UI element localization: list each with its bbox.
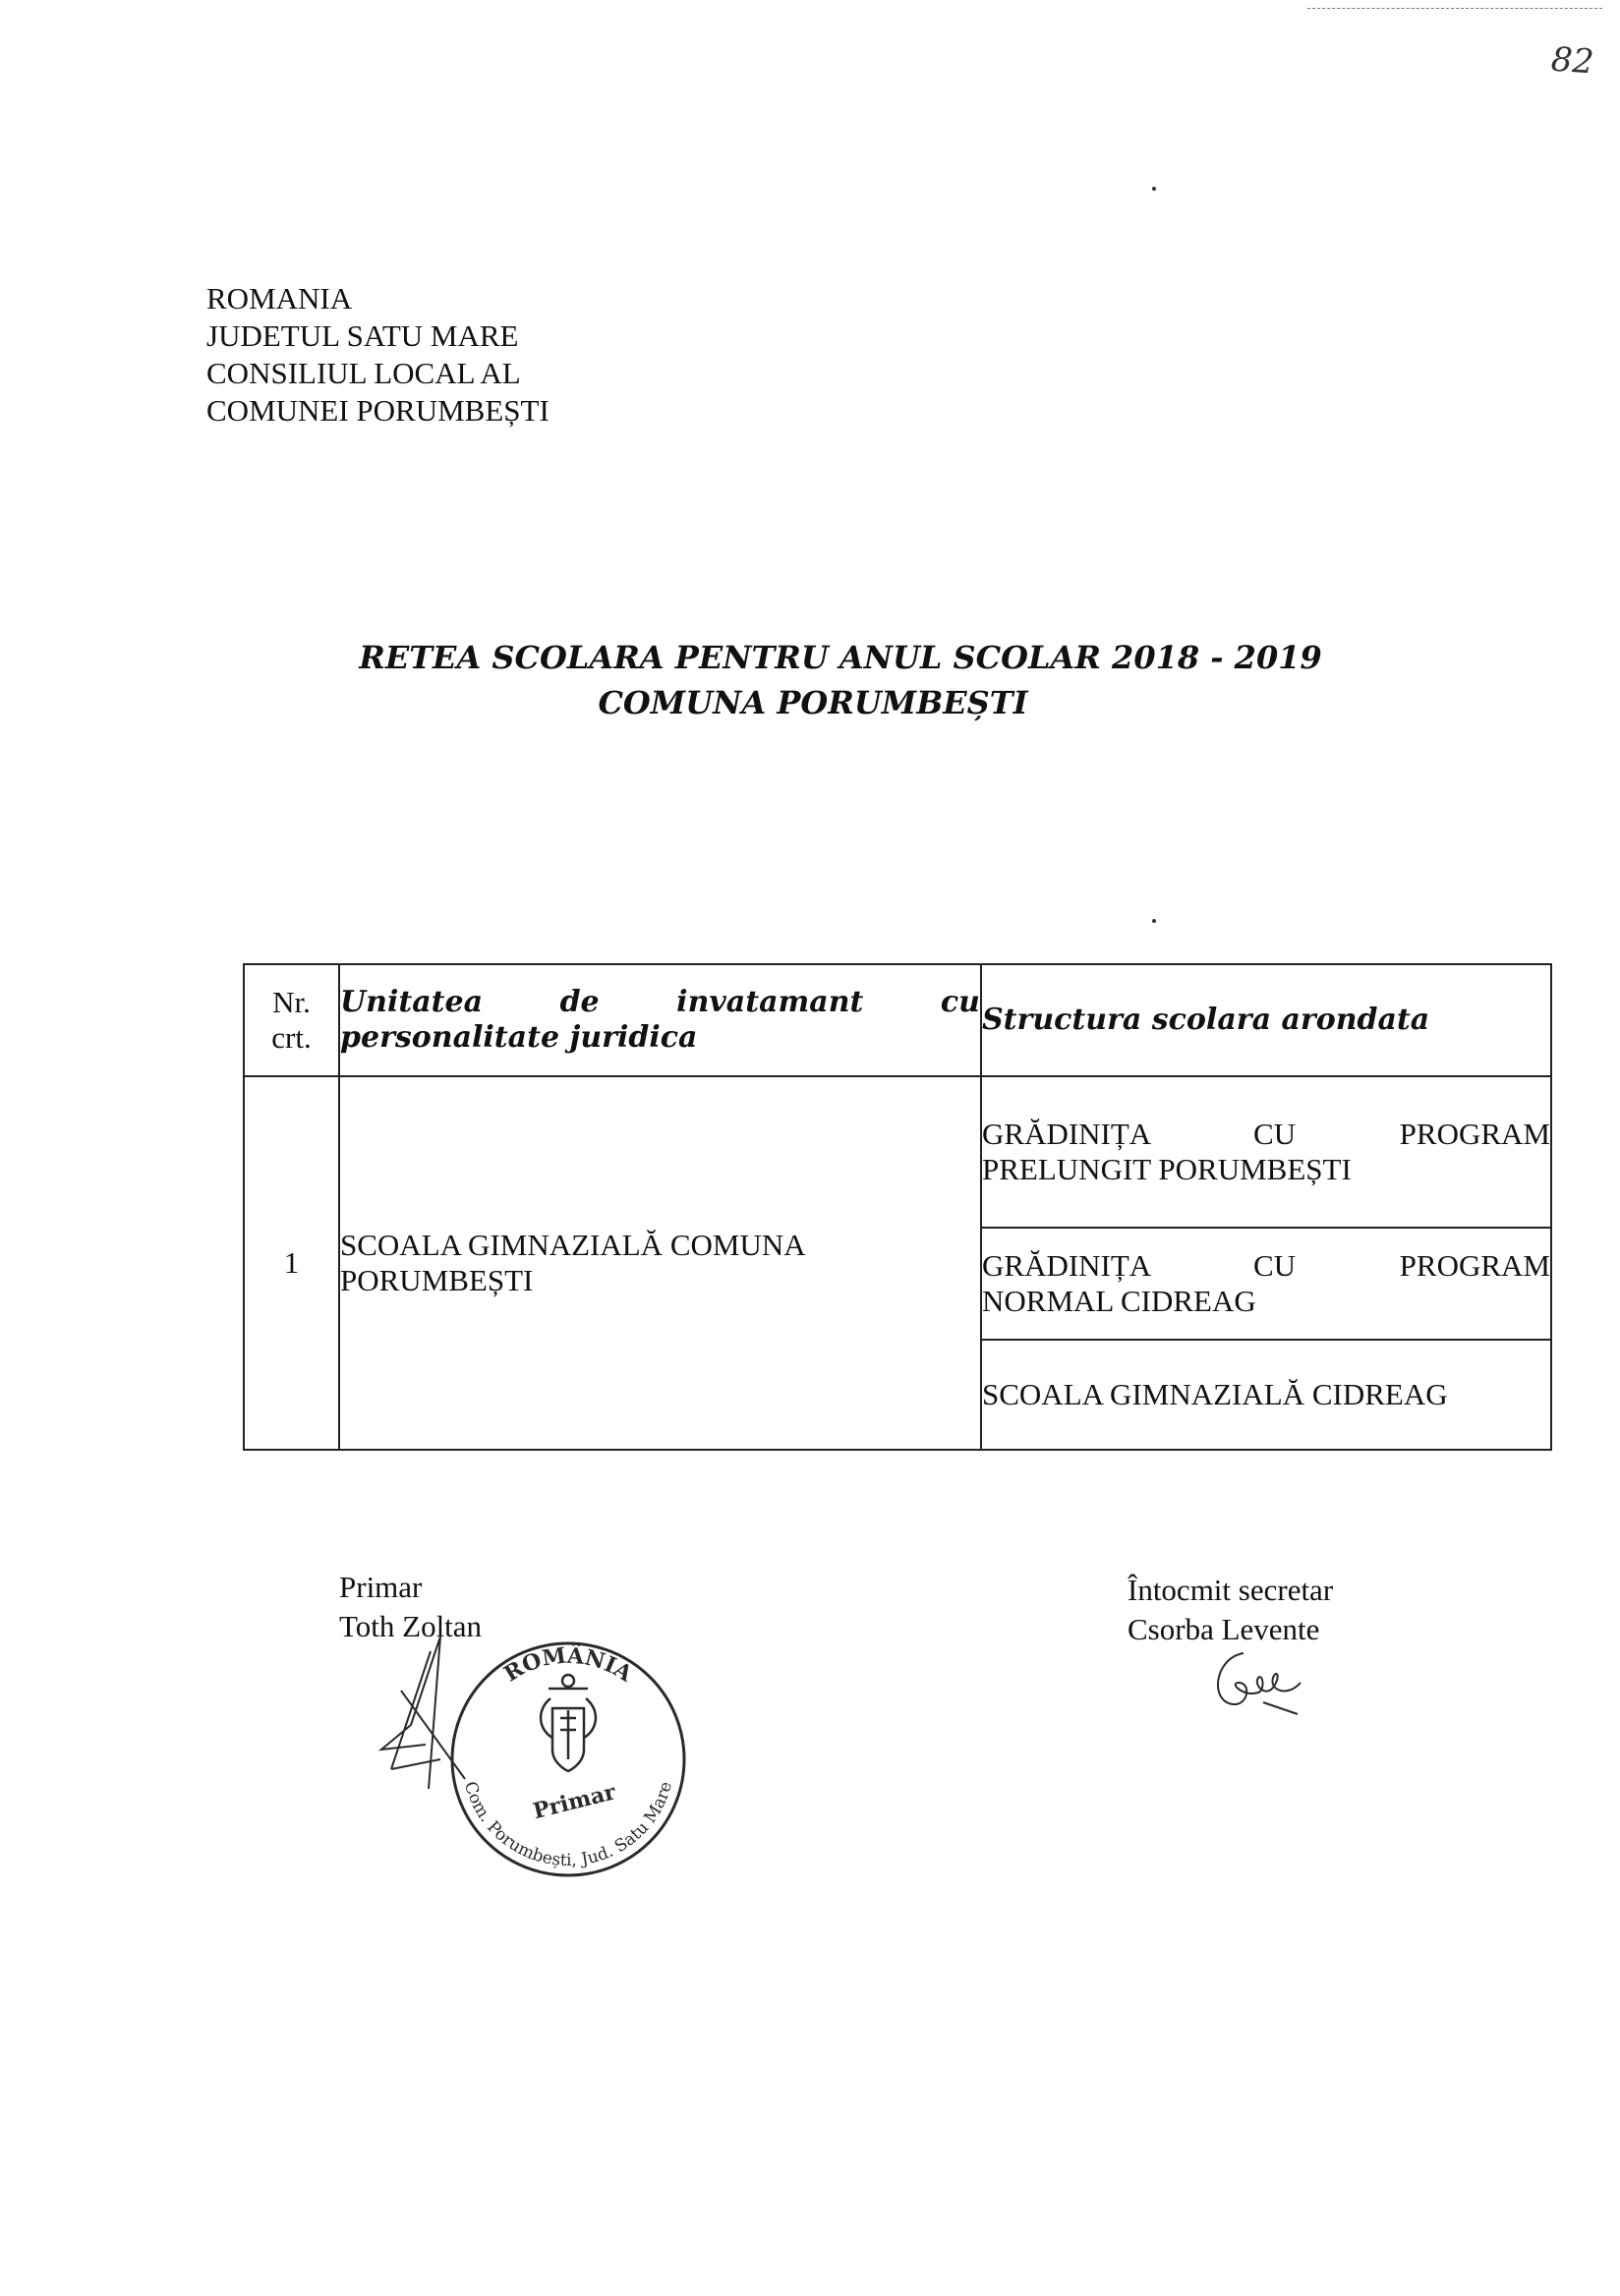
title-line-2: COMUNA PORUMBEȘTI (598, 684, 1028, 721)
official-seal (433, 1612, 698, 1897)
secretary-signature-scribble (1204, 1643, 1322, 1722)
mayor-name: Toth Zoltan (339, 1609, 483, 1643)
header-structure: Structura scolara arondata (981, 964, 1551, 1076)
structure-line1: GRĂDINIȚA CU PROGRAM (982, 1117, 1550, 1151)
header-unit (339, 964, 981, 1076)
scan-speck (1152, 919, 1156, 923)
structure-cell (981, 1340, 1551, 1450)
row-number: 1 (244, 1076, 339, 1450)
issuer-header (206, 280, 550, 430)
seal-top-text: ROMÂNIA (499, 1642, 637, 1688)
title-line-1: RETEA SCOLARA PENTRU ANUL SCOLAR 2018 - 2019 (359, 639, 1322, 676)
seal-center-text: Primar (530, 1779, 618, 1825)
header-unit-line2: personalitate juridica (340, 1020, 698, 1055)
school-network-table (243, 963, 1552, 1451)
seal-side-text: Com. Porumbești, Jud. Satu Mare (459, 1779, 677, 1871)
structure-line1: SCOALA GIMNAZIALĂ CIDREAG (982, 1377, 1448, 1411)
secretary-name: Csorba Levente (1128, 1612, 1320, 1646)
header-nr-line2: crt. (271, 1020, 312, 1055)
header-line-country: ROMANIA (206, 281, 353, 316)
secretary-signature-block (1128, 1571, 1333, 1649)
page-number: 82 (1549, 39, 1595, 83)
structure-cell (981, 1228, 1551, 1340)
header-unit-line1: Unitatea de invatamant cu (340, 985, 980, 1019)
row-unit (339, 1076, 981, 1450)
secretary-role: Întocmit secretar (1128, 1573, 1334, 1607)
structure-line1: GRĂDINIȚA CU PROGRAM (982, 1248, 1550, 1283)
header-nr-crt (244, 964, 339, 1076)
row-unit-line1: SCOALA GIMNAZIALĂ COMUNA (340, 1228, 806, 1262)
document-title (0, 635, 1620, 725)
structure-line2: NORMAL CIDREAG (982, 1284, 1256, 1318)
structure-cell (981, 1076, 1551, 1228)
coat-of-arms-icon (541, 1675, 596, 1771)
scan-speck (1152, 187, 1156, 191)
table-row (244, 1076, 1551, 1228)
header-line-council: CONSILIUL LOCAL AL (206, 356, 521, 390)
header-line-county: JUDETUL SATU MARE (206, 318, 519, 353)
row-unit-line2: PORUMBEȘTI (340, 1263, 534, 1297)
scan-artifact-line (1307, 8, 1602, 11)
header-nr-line1: Nr. (272, 985, 311, 1019)
mayor-role: Primar (339, 1570, 423, 1604)
table-header-row (244, 964, 1551, 1076)
structure-line2: PRELUNGIT PORUMBEȘTI (982, 1152, 1352, 1186)
header-line-commune: COMUNEI PORUMBEȘTI (206, 393, 550, 428)
